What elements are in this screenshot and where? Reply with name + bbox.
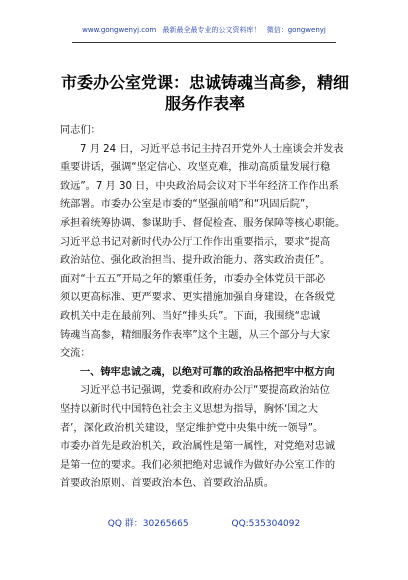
paragraph-line: 交流： bbox=[60, 348, 91, 360]
paragraph-line: 面对“十五五”开局之年的繁重任务，市委办全体党员干部必 bbox=[60, 273, 326, 285]
header-wechat: 微信：gongwenyj bbox=[266, 26, 326, 34]
paragraph-line: 承担着统筹协调、参谋助手、督促检查、服务保障等核心职能。 bbox=[60, 217, 346, 229]
paragraph-line: 市委办首先是政治机关，政治属性是第一属性，对党绝对忠诚 bbox=[60, 441, 336, 453]
paragraph-line: 铸魂当高参，精细服务作表率”这个主题，从三个部分与大家 bbox=[60, 329, 331, 341]
paragraph-line: 须以更高标准、更严要求、更实措施加强自身建设，在各级党 bbox=[60, 292, 336, 304]
header-slogan: 最新最全最专业的公文资料库！ bbox=[162, 26, 261, 34]
paragraph-line: 重要讲话，强调“坚定信心、攻坚克难，推动高质量发展行稳 bbox=[60, 162, 331, 174]
paragraph-line: 习近平总书记强调，党委和政府办公厅“要提高政治站位 bbox=[80, 385, 330, 397]
paragraph-line: 政治站位、强化政治担当、提升政治能力、落实政治责任”。 bbox=[60, 255, 331, 267]
title-line-2: 服务作表率 bbox=[164, 94, 245, 113]
greeting: 同志们： bbox=[60, 125, 101, 136]
paragraph-line: 致远”。7 月 30 日，中央政治局会议对下半年经济工作作出系 bbox=[60, 180, 339, 192]
paragraph-line: 习近平总书记对新时代办公厅工作作出重要指示，要求“提高 bbox=[60, 236, 331, 248]
qq-group-contact: QQ 群：30265665 bbox=[107, 519, 189, 529]
site-url-link[interactable]: www.gongwenyj.com bbox=[82, 26, 157, 34]
title-line-1: 市委办公室党课：忠诚铸魂当高参，精细 bbox=[60, 73, 349, 92]
section-heading: 一、铸牢忠诚之魂，以绝对可靠的政治品格把牢中枢方向 bbox=[80, 366, 335, 378]
page-footer bbox=[0, 516, 408, 529]
paragraph-line: 者’，深化政治机关建设，坚定维护党中央集中统一领导”。 bbox=[60, 422, 324, 434]
paragraph-line: 坚持以新时代中国特色社会主义思想为指导，胸怀‘国之大 bbox=[60, 403, 318, 415]
paragraph-line: 7 月 24 日，习近平总书记主持召开党外人士座谈会并发表 bbox=[80, 143, 344, 155]
document-title bbox=[60, 72, 350, 114]
paragraph-line: 统部署。市委办公室是市委的“坚强前哨”和“巩固后院”， bbox=[60, 199, 316, 211]
document-body bbox=[60, 122, 350, 494]
paragraph-line: 政机关中走在最前列、当好“排头兵”。下面，我围绕“忠诚 bbox=[60, 310, 321, 322]
qq-contact: QQ:535304092 bbox=[231, 519, 301, 529]
paragraph-line: 是第一位的要求。我们必须把绝对忠诚作为做好办公室工作的 bbox=[60, 459, 336, 471]
header-divider bbox=[72, 42, 336, 43]
paragraph-line: 首要政治原则、首要政治本色、首要政治品质。 bbox=[60, 478, 274, 490]
page-header bbox=[0, 25, 408, 35]
